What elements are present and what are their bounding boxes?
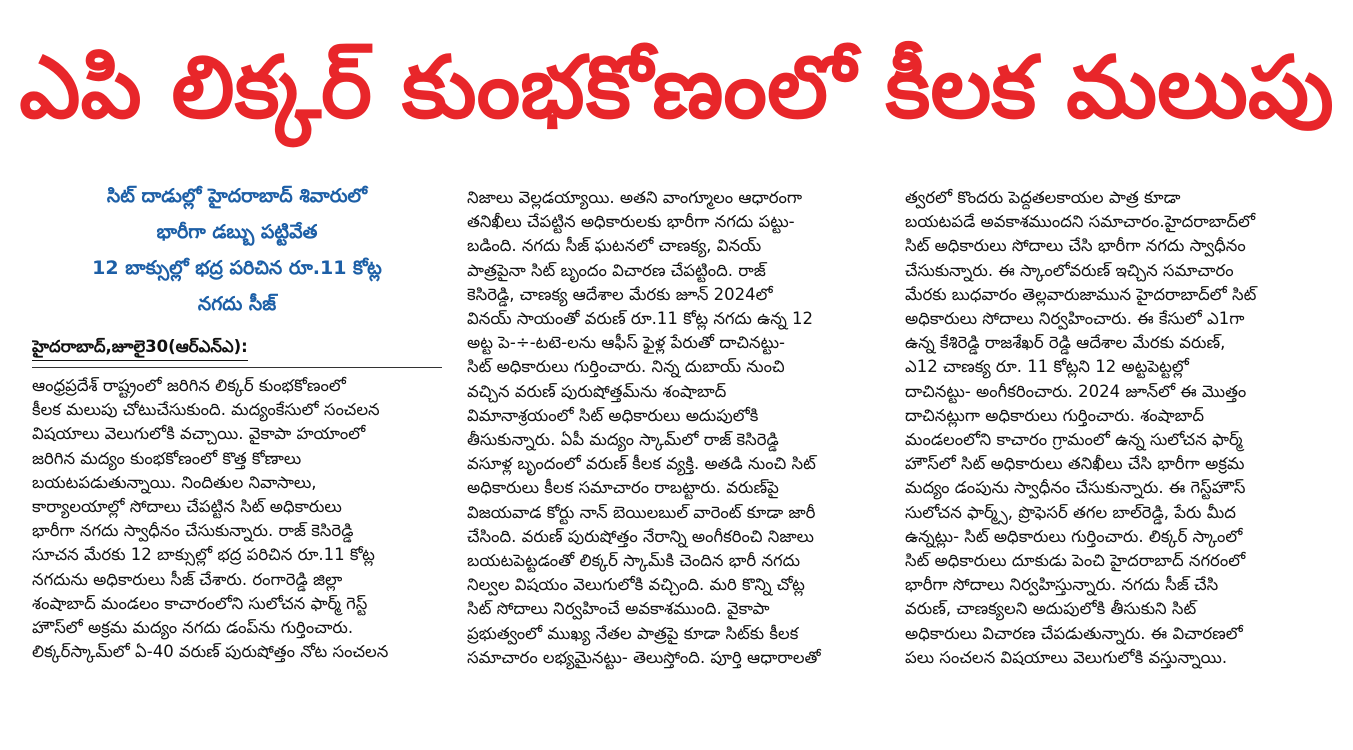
body-line: సిట్ అధికారులు దూకుడు పెంచి హైదరాబాద్ నగరంలో: [905, 551, 1246, 571]
body-line: వినయ్ సాయంతో వరుణ్ రూ.11 కోట్ల నగదు ఉన్న 12: [467, 309, 814, 329]
body-line: మేరకు బుధవారం తెల్లవారుజామున హైదరాబాద్‌లో సిట్: [905, 284, 1257, 304]
body-line: వసూళ్ల బృందంలో వరుణ్ కీలక వ్యక్తి. అతడి నుంచి సిట్: [467, 454, 816, 474]
body-line: నిజాలు వెల్లడయ్యాయి. అతని వాంగ్మూలం ఆధారంగా: [467, 188, 803, 207]
body-line: వచ్చిన వరుణ్ పురుషోత్తమ్‌ను శంషాబాద్: [467, 381, 727, 401]
body-line: చేసుకున్నారు. ఈ స్కాంలోవరుణ్ ఇచ్చిన సమాచారం: [905, 260, 1234, 280]
body-line: భారీగా సోదాలు నిర్వహిస్తున్నారు. నగదు సీజ్ చేసి: [905, 575, 1219, 595]
body-line: సిట్ అధికారులు సోదాలు చేసి భారీగా నగదు స్వాధీనం: [905, 236, 1246, 256]
body-line: సిట్ అధికారులు గుర్తించారు. నిన్న దుబాయ్ నుంచి: [467, 357, 785, 377]
body-line: చేసింది. వరుణ్ పురుషోత్తం నేరాన్ని అంగీకరించి నిజాలు: [467, 526, 814, 546]
body-line: ప్రభుత్వంలో ముఖ్య నేతల పాత్రపై కూడా సిట్‌కు కీలక: [467, 623, 799, 643]
subheading: నగదు సీజ్: [197, 293, 277, 315]
body-line: త్వరలో కొందరు పెద్దతలకాయల పాత్ర కూడా: [905, 188, 1181, 207]
body-line: దాచినట్లుగా అధికారులు గుర్తించారు. శంషాబాద్: [905, 405, 1205, 425]
body-line: సూచన మేరకు 12 బాక్సుల్లో భద్ర పరిచిన రూ.11 కోట్ల: [32, 545, 375, 565]
body-line: సులోచన ఫార్మ్స్, ప్రొఫెసర్ తగల బాల్‌రెడ్డి, పేరు మీద: [905, 502, 1236, 522]
body-line: నగదును అధికారులు సీజ్ చేశారు. రంగారెడ్డి జిల్లా: [32, 569, 343, 589]
body-line: అట్ట పె-÷-టటె-లను ఆఫీస్ ఫైళ్ల పేరుతో దాచినట్టు-: [467, 333, 786, 353]
divider: [32, 367, 442, 368]
body-line: బయటపెట్టడంతో లిక్కర్ స్కామ్‌కి చెందిన భారీ నగదు: [467, 551, 801, 571]
body-line: జరిగిన మద్యం కుంభకోణంలో కొత్త కోణాలు: [32, 448, 302, 468]
subheading: భారీగా డబ్బు పట్టివేత: [156, 221, 318, 243]
body-line: సమాచారం లభ్యమైనట్టు- తెలుస్తోంది. పూర్తి ఆధారాలతో: [467, 647, 821, 667]
body-line: వరుణ్, చాణక్యలని అదుపులోకి తీసుకుని సిట్: [905, 599, 1197, 619]
body-line: అధికారులు సోదాలు నిర్వహించారు. ఈ కేసులో ఎ1గా: [905, 309, 1245, 329]
body-line: సిట్ సోదాలు నిర్వహించే అవకాశముంది. వైకాపా: [467, 599, 770, 619]
body-line: కీలక మలుపు చోటుచేసుకుంది. మద్యంకేసులో సంచలన: [32, 400, 380, 420]
body-line: బయటపడే అవకాశముందని సమాచారం.హైదరాబాద్‌లో: [905, 212, 1256, 232]
body-line: నిల్వల విషయం వెలుగులోకి వచ్చింది. మరి కొన్ని చోట్ల: [467, 575, 805, 595]
body-line: ఆంధ్రప్రదేశ్ రాష్ట్రంలో జరిగిన లిక్కర్ కుంభకోణంలో: [32, 376, 346, 395]
subheading: సిట్ దాడుల్లో హైదరాబాద్ శివారులో: [106, 185, 368, 207]
body-line: ఉన్నట్లు- సిట్ అధికారులు గుర్తించారు. లిక్కర్ స్కాంలో: [905, 526, 1243, 546]
body-line: తనిఖీలు చేపట్టిన అధికారులకు భారీగా నగదు పట్టు-: [467, 212, 795, 232]
body-line: భారీగా నగదు స్వాధీనం చేసుకున్నారు. రాజ్ కెసిరెడ్డి: [32, 521, 354, 541]
body-line: బయటపడుతున్నాయి. నిందితుల నివాసాలు,: [32, 472, 317, 492]
body-line: కార్యాలయాల్లో సోదాలు చేపట్టిన సిట్ అధికారులు: [32, 497, 342, 517]
body-line: విమానాశ్రయంలో సిట్ అధికారులు అదుపులోకి: [467, 405, 759, 425]
body-line: కెసిరెడ్డి, చాణక్య ఆదేశాల మేరకు జూన్ 2024లో: [467, 284, 773, 304]
column-3: [905, 186, 1337, 670]
body-line: విషయాలు వెలుగులోకి వచ్చాయి. వైకాపా హయాంలో: [32, 424, 366, 444]
body-line: బడింది. నగదు సీజ్ ఘటనలో చాణక్య, వినయ్: [467, 236, 762, 256]
body-line: ఎ12 చాణక్య రూ. 11 కోట్లని 12 అట్టపెట్టల్లో: [905, 357, 1189, 377]
body-line: దాచినట్టు- అంగీకరించారు. 2024 జూన్‌లో ఈ మొత్తం: [905, 381, 1247, 401]
body-line: అధికారులు విచారణ చేపడుతున్నారు. ఈ విచారణలో: [905, 623, 1243, 643]
body-line: విజయవాడ కోర్టు నాన్ బెయిలబుల్ వారెంట్ కూడా జారీ: [467, 502, 816, 522]
body-line: పలు సంచలన విషయాలు వెలుగులోకి వస్తున్నాయి.: [905, 647, 1228, 667]
body-line: మండలంలోని కాచారం గ్రామంలో ఉన్న సులోచన ఫార్మ్: [905, 430, 1243, 450]
headline: ఎపి లిక్కర్ కుంభకోణంలో కీలక మలుపు: [19, 38, 1334, 138]
body-line: ఉన్న కేశిరెడ్డి రాజశేఖర్ రెడ్డి ఆదేశాల మేరకు వరుణ్,: [905, 333, 1226, 353]
body-line: అధికారులు కీలక సమాచారం రాబట్టారు. వరుణ్‌పై: [467, 478, 779, 498]
column-2: [467, 186, 895, 670]
column-1: [32, 178, 442, 664]
body-line: హౌస్‌లో సిట్ అధికారులు తనిఖీలు చేసి భారీగా అక్రమ: [905, 454, 1245, 474]
body-line: మద్యం డంపును స్వాధీనం చేసుకున్నారు. ఈ గెస్ట్‌హౌస్: [905, 478, 1246, 498]
body-line: హౌస్‌లో అక్రమ మద్యం నగదు డంప్‌ను గుర్తించారు.: [32, 618, 354, 638]
body-line: తీసుకున్నారు. ఏపీ మద్యం స్కామ్‌లో రాజ్ కెసిరెడ్డి: [467, 430, 779, 450]
body-line: పాత్రపైనా సిట్ బృందం విచారణ చేపట్టింది. రాజ్: [467, 260, 766, 280]
subheading: 12 బాక్సుల్లో భద్ర పరిచిన రూ.11 కోట్ల: [92, 257, 382, 279]
dateline: హైదరాబాద్,జూలై30(ఆర్ఎన్ఎ):: [32, 334, 248, 361]
body-line: లిక్కర్‌స్కామ్‌లో ఏ-40 వరుణ్ పురుషోత్తం నోట సంచలన: [32, 642, 389, 662]
body-line: శంషాబాద్ మండలం కాచారంలోని సులోచన ఫార్మ్ గెస్ట్: [32, 593, 368, 613]
